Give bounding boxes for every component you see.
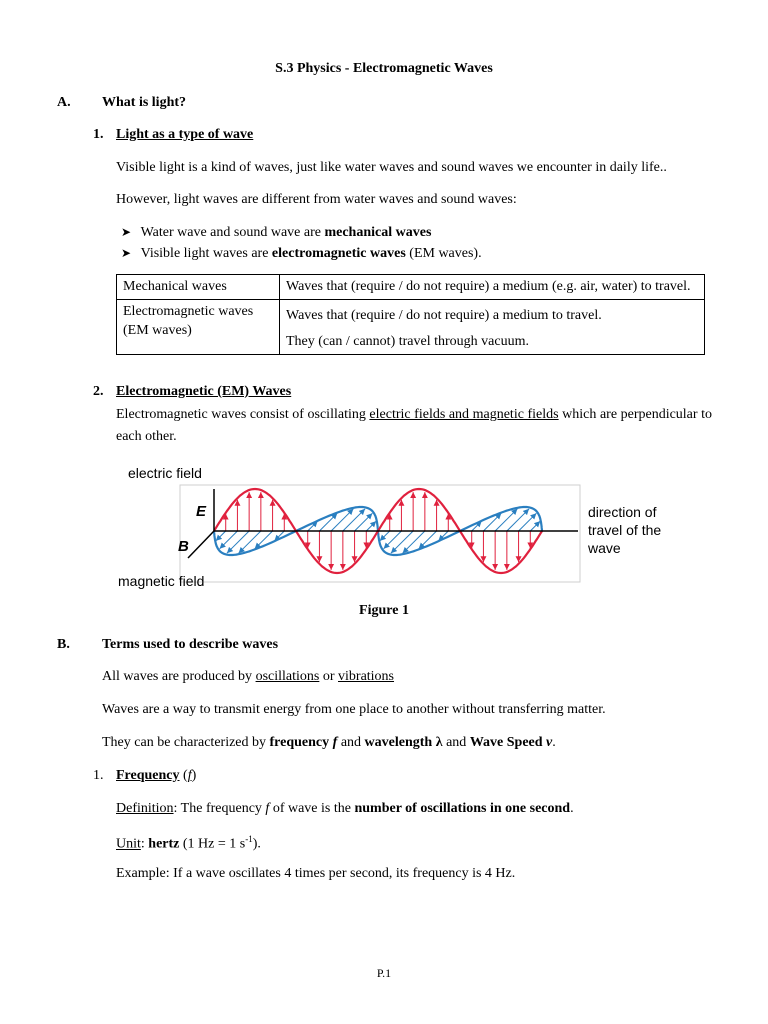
text-bold: Wave Speed: [469, 735, 547, 750]
text-underline: oscillations: [255, 669, 320, 684]
lambda-symbol: λ: [435, 735, 443, 750]
text: (: [179, 768, 188, 783]
magnetic-vector-arrow: [384, 531, 402, 549]
table-row: [117, 300, 705, 355]
text-bold: wavelength: [364, 735, 436, 750]
em-head-line1: Electromagnetic waves: [123, 304, 254, 319]
bullet-text: Visible light waves are: [140, 246, 272, 261]
em-para-underline: electric fields and magnetic fields: [369, 407, 559, 422]
magnetic-vector-arrow: [366, 521, 376, 531]
text: :: [140, 836, 149, 852]
text: ).: [252, 836, 261, 852]
magnetic-vector-arrow: [355, 513, 373, 531]
paragraph-transmit-energy: Waves are a way to transmit energy from one place to another without transferring matter.: [102, 702, 606, 717]
text-superscript: -1: [245, 834, 253, 844]
page-title: S.3 Physics - Electromagnetic Waves: [275, 61, 493, 76]
subsection-1-heading: Light as a type of wave: [116, 127, 254, 142]
em-para-part2: which are perpendicular to each other.: [116, 407, 713, 444]
magnetic-vector-arrow: [331, 509, 353, 531]
magnetic-vector-arrow: [495, 509, 517, 531]
bullet-item-mechanical: [121, 225, 431, 241]
label-direction-line3: wave: [588, 540, 621, 556]
label-electric-field: electric field: [128, 465, 202, 481]
bullet-item-electromagnetic: [121, 246, 482, 262]
em-wave-figure: [110, 458, 710, 594]
figure-frame: [180, 485, 580, 582]
bullet-text: Water wave and sound wave are: [140, 225, 325, 240]
arrowhead-bullet-icon: ➤: [121, 246, 132, 260]
arrowhead-bullet-icon: ➤: [121, 225, 132, 239]
wave-comparison-table: [116, 274, 705, 355]
text-underline: Definition: [116, 801, 174, 816]
text-italic: f: [265, 801, 270, 816]
table-cell-mechanical-head: Mechanical waves: [117, 275, 280, 300]
table-cell-mechanical-text: Waves that (require / do not require) a medium (e.g. air, water) to travel.: [280, 275, 705, 300]
text: or: [319, 669, 339, 684]
em-para-part1: Electromagnetic waves consist of oscillating: [116, 407, 370, 422]
text: .: [552, 735, 556, 750]
section-a-letter: A.: [57, 95, 71, 110]
text: : The frequency: [173, 801, 266, 816]
magnetic-vector-arrow: [239, 531, 261, 553]
paragraph-characterized: [102, 735, 556, 751]
text-underline: Unit: [116, 836, 141, 852]
magnetic-vector-arrow: [391, 531, 413, 553]
page-number: P.1: [376, 966, 392, 980]
text-bold-italic: f: [332, 735, 338, 750]
frequency-definition: [116, 801, 574, 817]
magnetic-vector-arrow: [507, 509, 529, 531]
table-row: [117, 275, 705, 300]
text: All waves are produced by: [102, 669, 256, 684]
magnetic-vector-arrow: [216, 531, 226, 541]
section-b-letter: B.: [57, 637, 70, 652]
label-b: B: [178, 538, 189, 555]
magnetic-vector-arrow: [380, 531, 390, 541]
table-cell-em-text: [280, 300, 705, 355]
text-bold-underline: Frequency: [116, 768, 180, 783]
em-text-line1: Waves that (require / do not require) a medium to travel.: [286, 308, 602, 323]
section-a-heading: What is light?: [102, 95, 187, 110]
label-magnetic-field: magnetic field: [118, 573, 205, 589]
frequency-example: Example: If a wave oscillates 4 times per second, its frequency is 4 Hz.: [116, 866, 516, 881]
text: of wave is the: [269, 801, 355, 816]
text-bold-italic: v: [546, 735, 553, 750]
magnetic-vector-arrow: [220, 531, 238, 549]
frequency-number: 1.: [93, 768, 104, 783]
frequency-heading: [116, 768, 196, 784]
magnetic-vector-arrow: [343, 509, 365, 531]
magnetic-vector-arrow: [530, 521, 540, 531]
subsection-2-number: 2.: [93, 384, 104, 399]
text: They can be characterized by: [102, 735, 270, 750]
em-text-line2: They (can / cannot) travel through vacuum.: [286, 334, 529, 349]
table-cell-em-head: [117, 300, 280, 355]
paragraph-visible-light: Visible light is a kind of waves, just like water waves and sound waves we encounter in daily life..: [116, 160, 667, 175]
text-bold: hertz: [148, 836, 180, 852]
text-italic: f: [187, 768, 192, 783]
subsection-1-number: 1.: [93, 127, 104, 142]
magnetic-vector-arrow: [519, 513, 537, 531]
text-bold: frequency: [269, 735, 333, 750]
label-direction-line2: travel of the: [588, 522, 662, 538]
subsection-2-heading: Electromagnetic (EM) Waves: [116, 384, 292, 399]
paragraph-oscillations: [102, 669, 394, 685]
text-underline: vibrations: [338, 669, 395, 684]
bullet-bold: mechanical waves: [324, 225, 432, 240]
bullet-suffix: (EM waves).: [405, 246, 482, 261]
text: ): [191, 768, 197, 783]
label-direction-line1: direction of: [588, 504, 657, 520]
figure-caption: Figure 1: [359, 603, 409, 618]
text: .: [570, 801, 574, 816]
paragraph-light-different: However, light waves are different from water waves and sound waves:: [116, 192, 517, 207]
text-bold: number of oscillations in one second: [354, 801, 571, 816]
bullet-bold: electromagnetic waves: [271, 246, 406, 261]
section-b-heading: Terms used to describe waves: [102, 637, 279, 652]
text: (1 Hz = 1 s: [179, 836, 246, 852]
em-head-line2: (EM waves): [123, 323, 192, 338]
text: and: [337, 735, 365, 750]
paragraph-em-waves: [116, 404, 712, 448]
magnetic-vector-arrow: [227, 531, 249, 553]
magnetic-vector-arrow: [403, 531, 425, 553]
label-e: E: [196, 503, 207, 520]
b-axis: [188, 531, 214, 558]
text: and: [442, 735, 470, 750]
frequency-unit: [116, 834, 261, 853]
